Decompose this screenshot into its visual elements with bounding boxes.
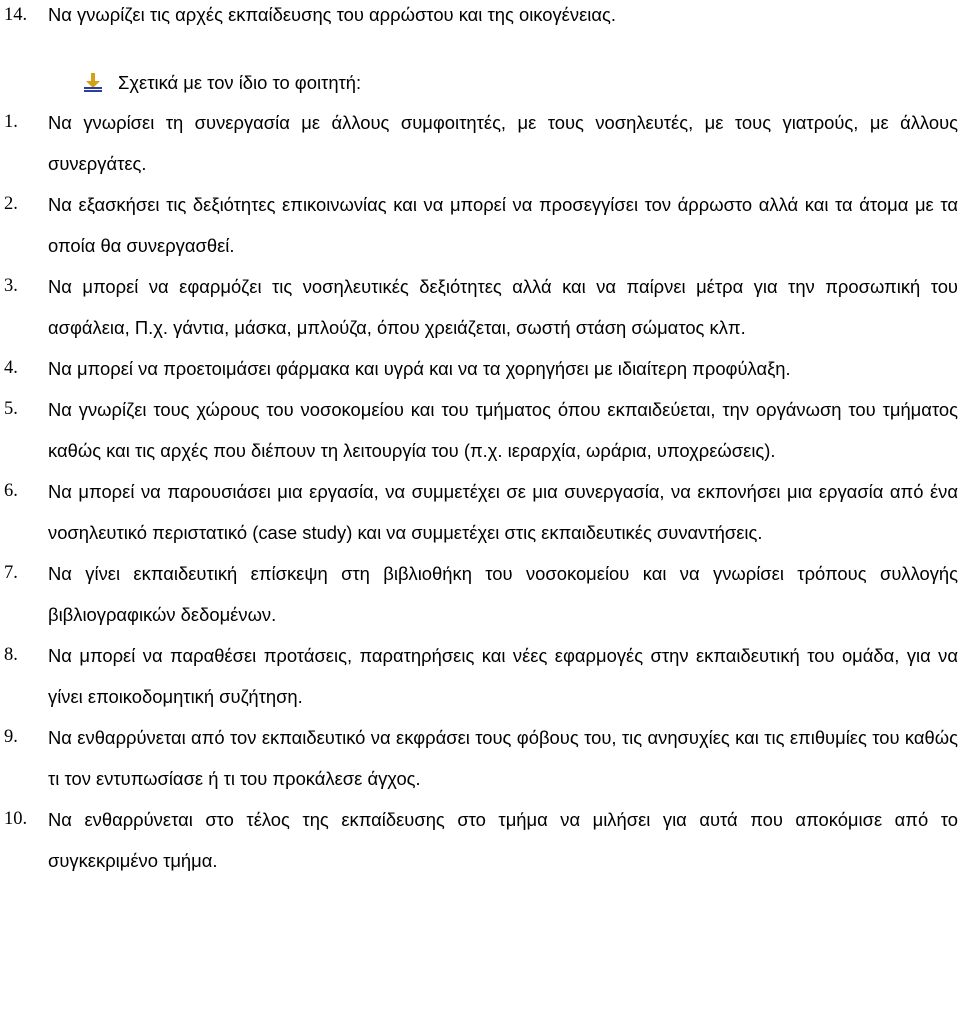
list-item xyxy=(0,799,960,881)
list-item xyxy=(0,717,960,799)
student-objectives-list xyxy=(0,102,960,881)
list-item-text: Να γίνει εκπαιδευτική επίσκεψη στη βιβλιοθήκη του νοσοκομείου και να γνωρίσει τρόπους συλλογής βιβλιογραφικών δεδομένων. xyxy=(48,563,958,625)
section-heading-text: Σχετικά με τον ίδιο το φοιτητή: xyxy=(118,72,362,93)
list-item-text: Να ενθαρρύνεται από τον εκπαιδευτικό να εκφράσει τους φόβους του, τις ανησυχίες και τις επιθυμίες του καθώς τι τον εντυπωσίασε ή τι του προκάλεσε άγχος. xyxy=(48,727,958,789)
list-item xyxy=(0,471,960,553)
list-item xyxy=(0,184,960,266)
list-item-text: Να μπορεί να προετοιμάσει φάρμακα και υγρά και να τα χορηγήσει με ιδιαίτερη προφύλαξη. xyxy=(48,358,791,379)
list-item-text: Να γνωρίζει τις αρχές εκπαίδευσης του αρρώστου και της οικογένειας. xyxy=(48,4,616,25)
list-item xyxy=(0,389,960,471)
section-heading xyxy=(0,60,960,106)
list-item xyxy=(0,348,960,389)
list-item-number: 3. xyxy=(4,276,18,296)
list-item xyxy=(0,635,960,717)
list-item xyxy=(0,553,960,635)
list-item-text: Να μπορεί να παρουσιάσει μια εργασία, να συμμετέχει σε μια συνεργασία, να εκπονήσει μια εργασία από ένα νοσηλευτικό περιστατικό (case study) και να συμμετέχει στις εκπαιδευτικές συναντήσεις. xyxy=(48,481,958,543)
list-item-14 xyxy=(0,0,960,30)
list-item xyxy=(0,266,960,348)
list-item-number: 1. xyxy=(4,112,18,132)
list-item-number: 2. xyxy=(4,194,18,214)
list-item-number: 4. xyxy=(4,358,18,378)
arrow-bullet-icon xyxy=(82,72,104,94)
list-item-text: Να εξασκήσει τις δεξιότητες επικοινωνίας και να μπορεί να προσεγγίσει τον άρρωστο αλλά και τα άτομα με τα οποία θα συνεργασθεί. xyxy=(48,194,958,256)
list-item-number: 8. xyxy=(4,645,18,665)
list-item-number: 7. xyxy=(4,563,18,583)
list-item-text: Να ενθαρρύνεται στο τέλος της εκπαίδευσης στο τμήμα να μιλήσει για αυτά που αποκόμισε από το συγκεκριμένο τμήμα. xyxy=(48,809,958,871)
list-item-number: 5. xyxy=(4,399,18,419)
list-item-text: Να μπορεί να παραθέσει προτάσεις, παρατηρήσεις και νέες εφαρμογές στην εκπαιδευτική του ομάδα, για να γίνει εποικοδομητική συζήτηση. xyxy=(48,645,958,707)
list-item-number: 10. xyxy=(4,809,28,829)
list-item-text: Να γνωρίσει τη συνεργασία με άλλους συμφοιτητές, με τους νοσηλευτές, με τους γιατρούς, με άλλους συνεργάτες. xyxy=(48,112,958,174)
list-item-number: 14. xyxy=(4,5,28,25)
list-item xyxy=(0,102,960,184)
list-item-text: Να μπορεί να εφαρμόζει τις νοσηλευτικές δεξιότητες αλλά και να παίρνει μέτρα για την προσωπική του ασφάλεια, Π.χ. γάντια, μάσκα, μπλούζα, όπου χρειάζεται, σωστή στάση σώματος κλπ. xyxy=(48,276,958,338)
list-item-text: Να γνωρίζει τους χώρους του νοσοκομείου και του τμήματος όπου εκπαιδεύεται, την οργάνωση του τμήματος καθώς και τις αρχές που διέπουν τη λειτουργία του (π.χ. ιεραρχία, ωράρια, υποχρεώσεις). xyxy=(48,399,958,461)
list-item-number: 9. xyxy=(4,727,18,747)
list-item-number: 6. xyxy=(4,481,18,501)
